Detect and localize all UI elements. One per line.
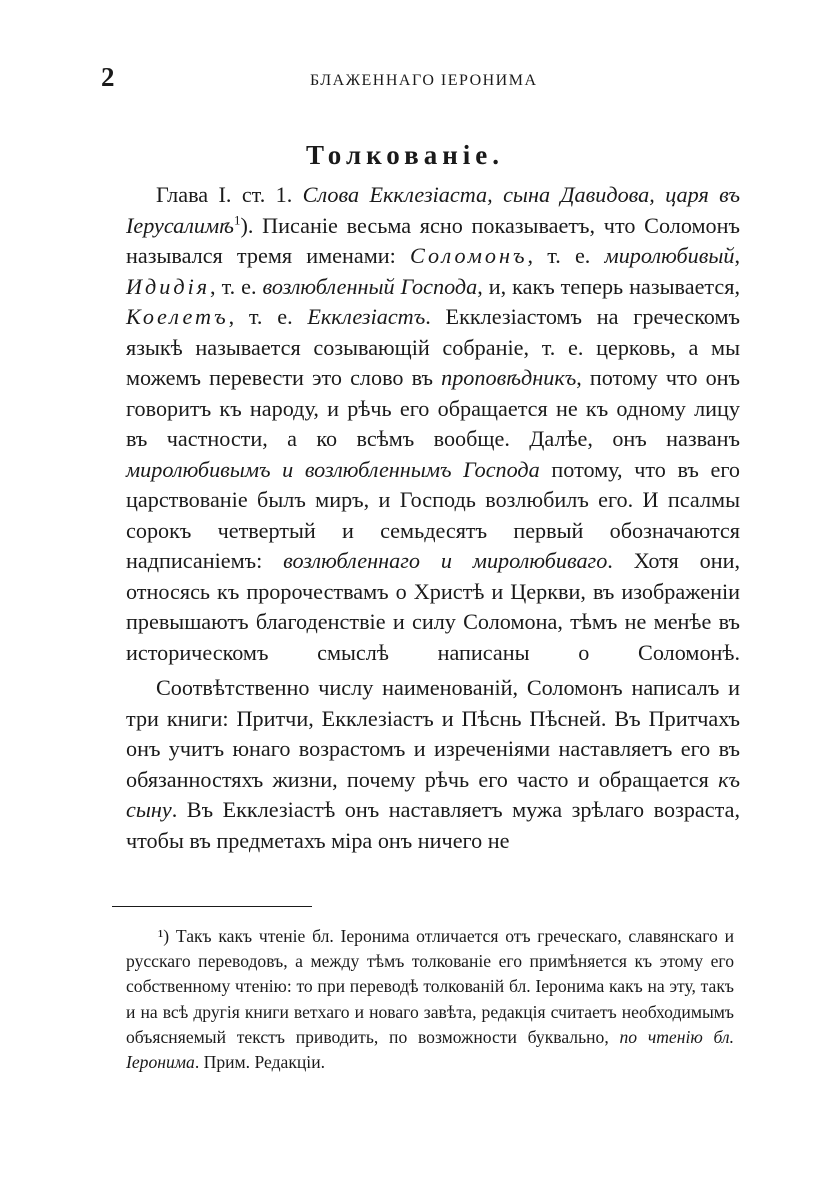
text-run: . Прим. Редакціи. bbox=[194, 1052, 326, 1073]
phrase-to-son: къ сыну bbox=[126, 766, 741, 822]
footnote-italic: по чтенію бл. Іеронима bbox=[126, 1026, 734, 1073]
section-heading: Толкованіе. bbox=[306, 140, 504, 170]
text-run: , т. е. bbox=[527, 243, 591, 268]
meaning-preacher: проповѣдникъ bbox=[441, 365, 577, 390]
footnote-text bbox=[126, 924, 734, 1075]
meaning-peaceful: миролюбивый bbox=[604, 243, 735, 268]
phrase-peaceful-beloved: миролюбивымъ и возлюбленнымъ Господа bbox=[126, 456, 540, 482]
running-title: БЛАЖЕННАГО ІЕРОНИМА bbox=[310, 72, 538, 89]
meaning-ecclesiastes: Екклезіастъ bbox=[307, 304, 426, 329]
paragraph-three-books bbox=[126, 673, 740, 856]
footnote bbox=[126, 924, 734, 1075]
text-run: , т. е. bbox=[210, 273, 257, 299]
text-run: . Въ Екклезіастѣ онъ наставляетъ мужа зрѣлаго возраста, чтобы въ предметахъ міра онъ ничего не bbox=[126, 797, 740, 853]
chapter-verse-ref: Глава I. ст. 1. bbox=[156, 182, 293, 207]
text-run: , потому что онъ говоритъ къ народу, и рѣчь его обращается не къ одному лицу въ частности, а ко всѣмъ вообще. Далѣе, онъ названъ bbox=[126, 365, 741, 451]
text-run: Соотвѣтственно числу наименованій, Соломонъ написалъ и три книги: Притчи, Екклезіастъ и Пѣснь Пѣсней. Въ Притчахъ онъ учитъ юнаго возрастомъ и изреченіями наставляетъ его въ обязанностяхъ жизни, почему рѣчь его часто и обращается bbox=[126, 675, 740, 792]
text-run: . Хотя они, относясь къ пророчествамъ о Христѣ и Церкви, въ изображеніи превышаютъ благоденствіе и силу Соломона, тѣмъ не менѣе въ историческомъ смыслѣ написаны о Соломонѣ. bbox=[126, 548, 740, 665]
text-run: . Екклезіастомъ на греческомъ языкѣ называется созывающій собраніе, т. е. церковь, а мы можемъ перевести это слово въ bbox=[126, 304, 740, 390]
text-run: , bbox=[734, 243, 741, 268]
phrase-psalm-title: возлюбленнаго и миролюбиваго bbox=[283, 548, 608, 573]
meaning-beloved: возлюбленный Господа bbox=[262, 273, 478, 299]
text-run: Такъ какъ чтеніе бл. Іеронима отличается отъ греческаго, славянскаго и русскаго переводовъ, а между тѣмъ толкованіе его примѣняется къ этому его собственному чтенію: то при переводѣ толкованій бл. Іеронима какъ на эту, такъ и на всѣ другія книги ветхаго и новаго завѣта, редакція считаетъ необходимымъ объясняемый текстъ приводить, по возможности буквально, bbox=[126, 926, 734, 1047]
verse-quote: Слова Екклезіаста, сына Давидова, царя въ Іерусалимѣ bbox=[126, 182, 741, 238]
text-run: потому, что въ его царствованіе былъ миръ, и Господь возлюбилъ его. И псалмы сорокъ четвертый и семьдесятъ первый обозначаются надписаніемъ: bbox=[126, 456, 741, 573]
main-text bbox=[126, 180, 740, 856]
text-run: , и, какъ теперь называется, bbox=[477, 273, 740, 299]
footnote-ref: 1 bbox=[233, 212, 241, 228]
name-koheleth: Коелетъ bbox=[126, 304, 229, 329]
text-run: , т. е. bbox=[228, 304, 293, 329]
page-number: 2 bbox=[101, 62, 115, 92]
name-solomon: Соломонъ bbox=[410, 243, 528, 268]
text-run: ). Писаніе весьма ясно показываетъ, что Соломонъ назывался тремя именами: bbox=[126, 212, 740, 268]
paragraph-commentary bbox=[126, 180, 740, 668]
name-jedidiah: Идидія bbox=[126, 273, 211, 299]
footnote-divider bbox=[112, 906, 312, 907]
footnote-marker: ¹) bbox=[158, 926, 170, 946]
